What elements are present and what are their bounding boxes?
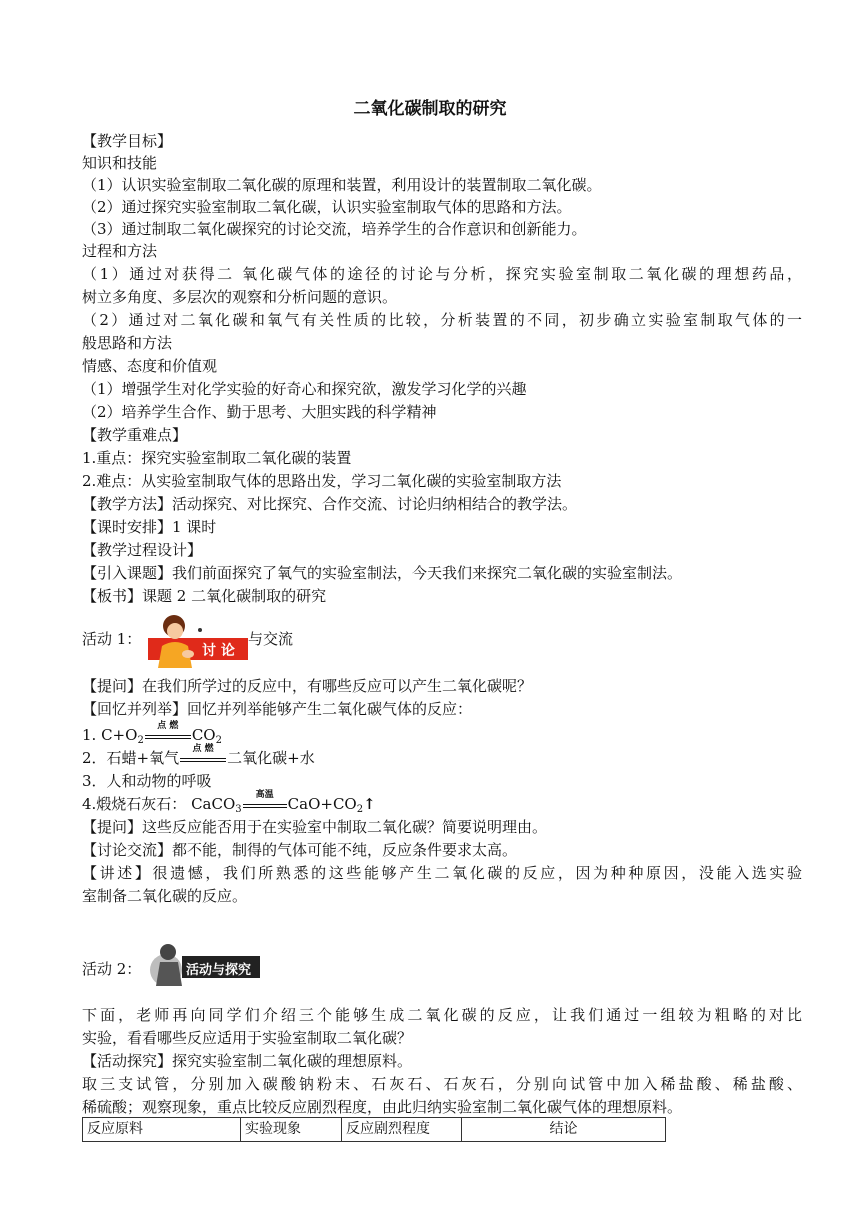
goal-item: （1）增强学生对化学实验的好奇心和探究欲，激发学习化学的兴趣 bbox=[82, 380, 527, 398]
activity-explore: 【活动探究】探究实验室制二氧化碳的理想原料。 bbox=[82, 1052, 413, 1070]
question: 【提问】在我们所学过的反应中，有哪些反应可以产生二氧化碳呢？ bbox=[82, 677, 533, 695]
reaction-3: 3．人和动物的呼吸 bbox=[82, 772, 212, 790]
teaching-method: 【教学方法】活动探究、对比探究、合作交流、讨论归纳相结合的教学法。 bbox=[82, 495, 578, 513]
question-2: 【提问】这些反应能否用于在实验室中制取二氧化碳？简要说明理由。 bbox=[82, 818, 548, 836]
intro-topic: 【引入课题】我们前面探究了氧气的实验室制法，今天我们来探究二氧化碳的实验室制法。 bbox=[82, 564, 683, 582]
gas-arrow-icon: ↑ bbox=[363, 795, 376, 813]
board-writing: 【板书】课题 2 二氧化碳制取的研究 bbox=[82, 587, 327, 605]
table-header-cell: 结论 bbox=[549, 1121, 578, 1137]
activity-explore-man-icon bbox=[148, 940, 260, 988]
goal-item: （2）通过探究实验室制取二氧化碳，认识实验室制取气体的思路和方法。 bbox=[82, 198, 572, 216]
lecture-cont: 室制备二氧化碳的反应。 bbox=[82, 887, 248, 905]
eq1-condition: 点 燃 bbox=[145, 727, 191, 745]
procedure: 取三支试管，分别加入碳酸钠粉末、石灰石、石灰石，分别向试管中加入稀盐酸、稀盐酸、 bbox=[82, 1075, 802, 1093]
paragraph-intro: 下面，老师再向同学们介绍三个能够生成二氧化碳的反应，让我们通过一组较为粗略的对比 bbox=[82, 1006, 802, 1024]
activity-1-suffix: 与交流 bbox=[248, 630, 294, 648]
goal-item: （2）通过对二氧化碳和氧气有关性质的比较，分析装置的不同，初步确立实验室制取气体的一 bbox=[82, 311, 802, 329]
eq2-condition: 点 燃 bbox=[180, 750, 226, 768]
recall-list: 【回忆并列举】回忆并列举能够产生二氧化碳气体的反应： bbox=[82, 700, 473, 718]
eq1-sub: 2 bbox=[137, 735, 144, 746]
eq4-product: CaO+CO bbox=[287, 795, 357, 813]
heading-process-design: 【教学过程设计】 bbox=[82, 541, 203, 559]
eq4-condition: 高温 bbox=[243, 796, 287, 814]
eq4-reactants: 4.煅烧石灰石： CaCO bbox=[82, 795, 236, 813]
page-title: 二氧化碳制取的研究 bbox=[353, 99, 507, 119]
table-header-cell: 实验现象 bbox=[241, 1118, 342, 1141]
results-table bbox=[82, 1117, 666, 1142]
subheading-process: 过程和方法 bbox=[82, 242, 158, 260]
equation-2 bbox=[82, 744, 802, 769]
subheading-attitude: 情感、态度和价值观 bbox=[82, 357, 218, 375]
eq4-product-sub: 2 bbox=[356, 804, 364, 815]
table-header-cell: 反应剧烈程度 bbox=[342, 1118, 462, 1141]
goal-item: （1）通过对获得二 氧化碳气体的途径的讨论与分析，探究实验室制取二氧化碳的理想药品， bbox=[82, 265, 802, 283]
procedure-cont: 稀硫酸；观察现象，重点比较反应剧烈程度，由此归纳实验室制二氧化碳气体的理想原料。 bbox=[82, 1098, 683, 1116]
goal-item-cont: 般思路和方法 bbox=[82, 334, 173, 352]
activity-2-badge-label: 活动与探究 bbox=[186, 963, 252, 978]
heading-teaching-goals: 【教学目标】 bbox=[82, 132, 173, 150]
goal-item: （2）培养学生合作、勤于思考、大胆实践的科学精神 bbox=[82, 403, 437, 421]
eq2-reactants: 2．石蜡+氧气 bbox=[82, 749, 180, 767]
goal-item-cont: 树立多角度、多层次的观察和分析问题的意识。 bbox=[82, 288, 398, 306]
activity-2-prefix: 活动 2： bbox=[82, 960, 142, 978]
eq1-product: CO bbox=[191, 726, 216, 744]
goal-item: （3）通过制取二氧化碳探究的讨论交流，培养学生的合作意识和创新能力。 bbox=[82, 220, 587, 238]
heading-key-points: 【教学重难点】 bbox=[82, 426, 188, 444]
eq1-product-sub: 2 bbox=[215, 735, 222, 746]
eq4-sub: 3 bbox=[235, 804, 242, 815]
eq2-product: 二氧化碳+水 bbox=[227, 749, 315, 767]
subheading-knowledge: 知识和技能 bbox=[82, 154, 158, 172]
goal-item: （1）认识实验室制取二氧化碳的原理和装置，利用设计的装置制取二氧化碳。 bbox=[82, 176, 602, 194]
difficult-point: 2.难点：从实验室制取气体的思路出发，学习二氧化碳的实验室制取方法 bbox=[82, 472, 562, 490]
eq1-reactants: 1. C+O bbox=[82, 726, 138, 744]
activity-1-badge-label: 讨 论 bbox=[202, 643, 235, 659]
activity-1-prefix: 活动 1： bbox=[82, 630, 142, 648]
class-hours: 【课时安排】1 课时 bbox=[82, 518, 217, 536]
key-point: 1.重点：探究实验室制取二氧化碳的装置 bbox=[82, 449, 352, 467]
table-header-cell: 反应原料 bbox=[83, 1118, 241, 1141]
discussion: 【讨论交流】都不能，制得的气体可能不纯，反应条件要求太高。 bbox=[82, 841, 518, 859]
lecture: 【讲述】很遗憾，我们所熟悉的这些能够产生二氧化碳的反应，因为种种原因，没能入选实验 bbox=[82, 864, 802, 882]
discussion-girl-icon bbox=[148, 612, 248, 668]
paragraph-intro-cont: 实验，看看哪些反应适用于实验室制取二氧化碳？ bbox=[82, 1029, 413, 1047]
